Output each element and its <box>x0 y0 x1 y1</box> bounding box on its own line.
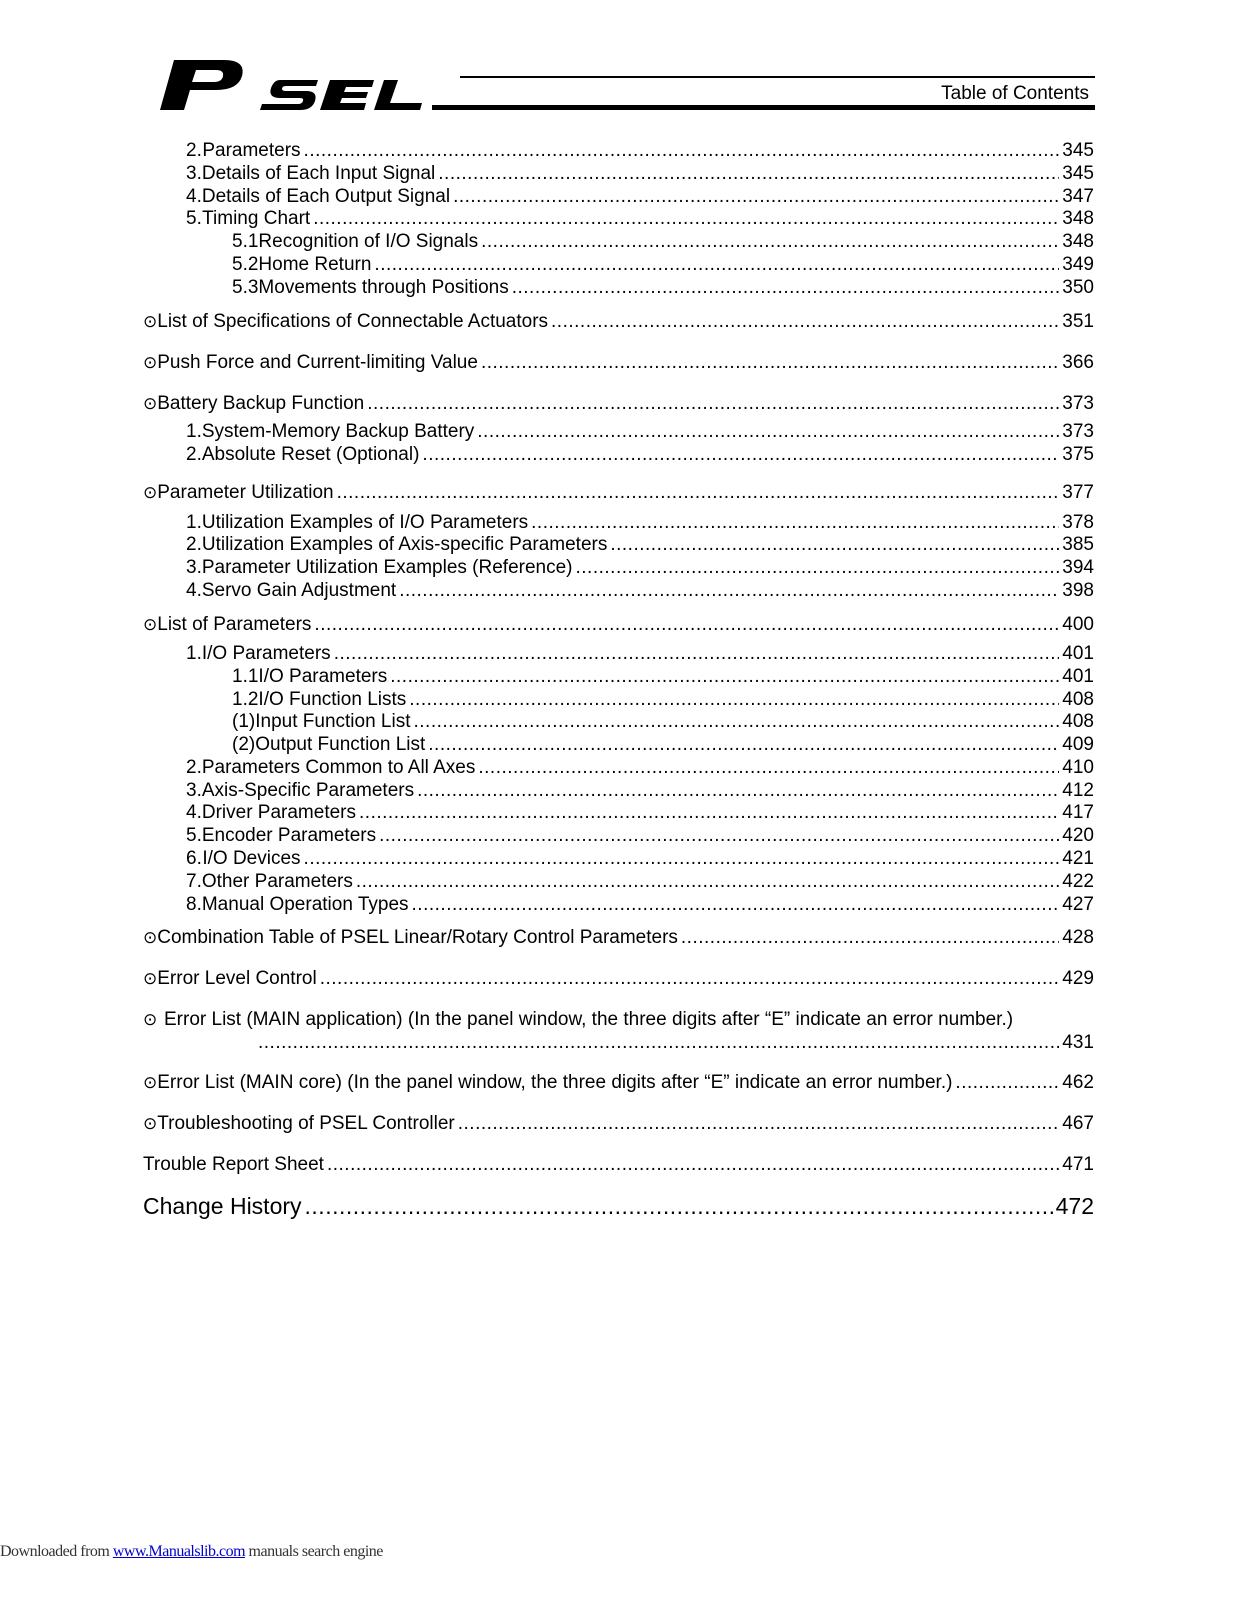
dot-leader <box>414 711 1060 733</box>
toc-entry-page: 410 <box>1062 757 1094 778</box>
toc-entry[interactable] <box>186 643 1094 665</box>
toc-entry[interactable] <box>186 186 1094 208</box>
toc-entry-title: Axis-Specific Parameters <box>201 780 415 801</box>
toc-entry[interactable] <box>186 512 1094 534</box>
toc-entry-page: 412 <box>1062 780 1094 801</box>
toc-section-title: Trouble Report Sheet <box>143 1154 324 1175</box>
toc-entry[interactable] <box>186 871 1094 893</box>
bullseye-icon: ⊙ <box>143 1073 158 1092</box>
dot-leader <box>412 894 1060 916</box>
dot-leader <box>327 1154 1059 1176</box>
toc-entry-number: 4. <box>186 186 202 207</box>
toc-entry-number: 4. <box>186 580 202 601</box>
dot-leader <box>390 666 1059 688</box>
dot-leader <box>551 311 1059 333</box>
toc-entry-page: 417 <box>1062 802 1094 823</box>
toc-entry-page: 349 <box>1062 254 1094 275</box>
toc-entry-page: 420 <box>1062 825 1094 846</box>
toc-entry[interactable] <box>186 802 1094 824</box>
toc-entry-title: Driver Parameters <box>201 802 357 823</box>
dot-leader <box>458 1113 1060 1135</box>
bullseye-icon: ⊙ <box>143 1010 158 1029</box>
bullseye-icon: ⊙ <box>143 1114 158 1133</box>
toc-entry-page: 385 <box>1062 534 1094 555</box>
toc-subentry[interactable] <box>232 277 1094 299</box>
toc-entry-page: 408 <box>1062 711 1094 732</box>
toc-entry-number: 5.3 <box>232 277 259 298</box>
toc-section-title: Change History <box>143 1193 302 1219</box>
toc-entry[interactable] <box>186 163 1094 185</box>
toc-entry-title: Utilization Examples of I/O Parameters <box>201 512 529 533</box>
toc-section-title: List of Parameters <box>157 614 312 635</box>
toc-entry-number: 1.1 <box>232 666 259 687</box>
toc-entry-number: (1) <box>232 711 256 732</box>
toc-entry[interactable] <box>186 421 1094 443</box>
toc-entry-title: Timing Chart <box>202 208 311 229</box>
toc-entry-page: 345 <box>1062 163 1094 184</box>
toc-entry-title: I/O Function Lists <box>258 689 407 710</box>
toc-entry-number: 2. <box>186 757 202 778</box>
toc-section-title: List of Specifications of Connectable Actuators <box>157 311 549 332</box>
toc-section[interactable] <box>143 482 1094 504</box>
toc-entry-page: 409 <box>1062 734 1094 755</box>
toc-entry-title: Parameters <box>202 140 301 161</box>
bullseye-icon: ⊙ <box>143 312 158 331</box>
dot-leader <box>359 802 1059 824</box>
toc-entry-number: 7. <box>186 871 202 892</box>
toc-entry-page: 347 <box>1062 186 1094 207</box>
dot-leader <box>313 208 1059 230</box>
toc-entry-title: Servo Gain Adjustment <box>201 580 397 601</box>
dot-leader <box>531 512 1059 534</box>
manualslib-link[interactable]: www.Manualslib.com <box>112 1543 246 1560</box>
toc-entry-page: 427 <box>1062 894 1094 915</box>
toc-section[interactable] <box>143 393 1094 415</box>
dot-leader <box>367 393 1059 415</box>
toc-subentry[interactable] <box>232 231 1094 253</box>
toc-entry-page: 398 <box>1062 580 1094 601</box>
toc-entry-number: 8. <box>186 894 202 915</box>
dot-leader <box>438 163 1059 185</box>
toc-entry-title: Output Function List <box>255 734 426 755</box>
footer-suffix: manuals search engine <box>245 1543 383 1560</box>
toc-entry-page: 429 <box>1062 968 1094 989</box>
toc-entry-title: Absolute Reset (Optional) <box>201 444 420 465</box>
dot-leader <box>314 614 1059 636</box>
toc-entry-number: 1.2 <box>232 689 259 710</box>
toc-entry-page: 348 <box>1062 208 1094 229</box>
toc-entry-title: Other Parameters <box>201 871 353 892</box>
toc-section-title-line[interactable] <box>143 1009 1013 1031</box>
toc-entry-page: 378 <box>1062 512 1094 533</box>
toc-subentry[interactable] <box>232 254 1094 276</box>
header-title: Table of Contents <box>941 83 1089 104</box>
toc-entry-page: 373 <box>1062 393 1094 414</box>
dot-leader <box>453 186 1059 208</box>
dot-leader <box>681 927 1059 949</box>
bullseye-icon: ⊙ <box>143 353 158 372</box>
toc-entry-number: 5. <box>186 208 202 229</box>
dot-leader <box>481 352 1059 374</box>
toc-entry-page: 366 <box>1062 352 1094 373</box>
toc-entry-page: 394 <box>1062 557 1094 578</box>
toc-section-title: Combination Table of PSEL Linear/Rotary Control Parameters <box>157 927 678 948</box>
toc-section-continuation[interactable] <box>258 1032 1094 1054</box>
dot-leader <box>374 254 1059 276</box>
toc-entry-number: (2) <box>232 734 256 755</box>
toc-section[interactable] <box>143 311 1094 333</box>
toc-entry-title: Input Function List <box>255 711 411 732</box>
bullseye-icon: ⊙ <box>143 615 158 634</box>
toc-section[interactable] <box>143 1154 1094 1176</box>
toc-entry-title: Recognition of I/O Signals <box>258 231 479 252</box>
toc-entry[interactable] <box>186 534 1094 556</box>
toc-entry-number: 2. <box>186 534 202 555</box>
bullseye-icon: ⊙ <box>143 969 158 988</box>
toc-entry-page: 431 <box>1062 1032 1094 1053</box>
dot-leader <box>477 421 1059 443</box>
toc-entry-title: System-Memory Backup Battery <box>201 421 475 442</box>
dot-leader <box>409 689 1059 711</box>
toc-section[interactable] <box>143 1193 1094 1220</box>
toc-entry-title: Parameters Common to All Axes <box>201 757 476 778</box>
toc-entry-page: 348 <box>1062 231 1094 252</box>
toc-subentry[interactable] <box>232 689 1094 711</box>
toc-subentry[interactable] <box>232 734 1094 756</box>
toc-entry-page: 401 <box>1062 666 1094 687</box>
dot-leader <box>422 444 1059 466</box>
toc-entry-page: 472 <box>1055 1193 1094 1219</box>
footer-prefix: Downloaded from <box>0 1543 113 1560</box>
dot-leader <box>379 825 1059 847</box>
bullseye-icon: ⊙ <box>143 394 158 413</box>
toc-entry-page: 351 <box>1062 311 1094 332</box>
toc-subentry[interactable] <box>232 666 1094 688</box>
toc-entry-number: 4. <box>186 802 202 823</box>
dot-leader <box>512 277 1060 299</box>
toc-entry[interactable] <box>186 780 1094 802</box>
toc-entry-page: 401 <box>1062 643 1094 664</box>
toc-entry-number: 6. <box>186 848 202 869</box>
bullseye-icon: ⊙ <box>143 483 158 502</box>
toc-entry-title: I/O Devices <box>202 848 301 869</box>
toc-entry-page: 462 <box>1062 1072 1094 1093</box>
dot-leader <box>399 580 1059 602</box>
toc-section-title: Error List (MAIN core) (In the panel window, the three digits after “E” indicate an error number.) <box>157 1072 953 1093</box>
toc-section[interactable] <box>143 1072 1094 1094</box>
toc-entry-title: Manual Operation Types <box>201 894 409 915</box>
toc-entry-title: Utilization Examples of Axis-specific Parameters <box>201 534 608 555</box>
dot-leader <box>576 557 1060 579</box>
toc-entry-page: 471 <box>1062 1154 1094 1175</box>
dot-leader <box>305 1193 1053 1220</box>
dot-leader <box>334 643 1060 665</box>
dot-leader <box>478 757 1059 779</box>
toc-entry-number: 1. <box>186 421 202 442</box>
toc-entry[interactable] <box>186 848 1094 870</box>
toc-entry-page: 350 <box>1062 277 1094 298</box>
toc-entry-number: 1. <box>186 512 202 533</box>
dot-leader <box>304 140 1060 162</box>
dot-leader <box>304 848 1060 870</box>
toc-entry-page: 408 <box>1062 689 1094 710</box>
toc-entry-title: Details of Each Input Signal <box>201 163 436 184</box>
bullseye-icon: ⊙ <box>143 928 158 947</box>
toc-subentry[interactable] <box>232 711 1094 733</box>
dot-leader <box>258 1032 1059 1054</box>
toc-entry-title: Movements through Positions <box>258 277 509 298</box>
toc-section-title: Error List (MAIN application) (In the panel window, the three digits after “E” indicate an error number.) <box>164 1009 1014 1030</box>
toc-entry-page: 467 <box>1062 1113 1094 1134</box>
toc-entry-title: I/O Parameters <box>258 666 388 687</box>
dot-leader <box>955 1072 1059 1094</box>
toc-entry-page: 373 <box>1062 421 1094 442</box>
dot-leader <box>417 780 1059 802</box>
toc-section[interactable] <box>143 927 1094 949</box>
toc-entry-number: 1. <box>186 643 202 664</box>
toc-entry[interactable] <box>186 557 1094 579</box>
toc-entry-title: Encoder Parameters <box>201 825 377 846</box>
dot-leader <box>337 482 1060 504</box>
toc-entry-page: 428 <box>1062 927 1094 948</box>
toc-section[interactable] <box>143 1113 1094 1135</box>
toc-entry[interactable] <box>186 757 1094 779</box>
dot-leader <box>356 871 1059 893</box>
toc-entry-page: 422 <box>1062 871 1094 892</box>
toc-entry-title: Details of Each Output Signal <box>201 186 451 207</box>
toc-entry[interactable] <box>186 825 1094 847</box>
toc-entry-title: Home Return <box>258 254 372 275</box>
toc-entry[interactable] <box>186 444 1094 466</box>
toc-entry-number: 5. <box>186 825 202 846</box>
toc-section-title: Battery Backup Function <box>157 393 365 414</box>
download-footer <box>0 1543 383 1561</box>
toc-entry-number: 3. <box>186 557 202 578</box>
toc-entry-number: 2. <box>186 444 202 465</box>
toc-entry[interactable] <box>186 580 1094 602</box>
toc-entry-title: Parameter Utilization Examples (Reference) <box>201 557 573 578</box>
toc-entry-page: 375 <box>1062 444 1094 465</box>
toc-entry-number: 3. <box>186 163 202 184</box>
toc-entry[interactable] <box>186 208 1094 230</box>
toc-section-title: Push Force and Current-limiting Value <box>157 352 478 373</box>
dot-leader <box>481 231 1059 253</box>
toc-section[interactable] <box>143 614 1094 636</box>
toc-section-title: Troubleshooting of PSEL Controller <box>157 1113 455 1134</box>
toc-entry-page: 400 <box>1062 614 1094 635</box>
toc-entry-page: 345 <box>1062 140 1094 161</box>
toc-entry[interactable] <box>186 140 1094 162</box>
toc-entry-number: 5.1 <box>232 231 259 252</box>
dot-leader <box>610 534 1059 556</box>
toc-entry-title: I/O Parameters <box>201 643 331 664</box>
toc-section[interactable] <box>143 352 1094 374</box>
toc-section-title: Parameter Utilization <box>157 482 334 503</box>
toc-entry-page: 421 <box>1062 848 1094 869</box>
toc-entry[interactable] <box>186 894 1094 916</box>
toc-section[interactable] <box>143 968 1094 990</box>
toc-section-title: Error Level Control <box>157 968 317 989</box>
dot-leader <box>320 968 1060 990</box>
toc-entry-number: 3. <box>186 780 202 801</box>
dot-leader <box>428 734 1059 756</box>
toc-entry-page: 377 <box>1062 482 1094 503</box>
toc-entry-number: 5.2 <box>232 254 259 275</box>
toc-entry-number: 2. <box>186 140 202 161</box>
